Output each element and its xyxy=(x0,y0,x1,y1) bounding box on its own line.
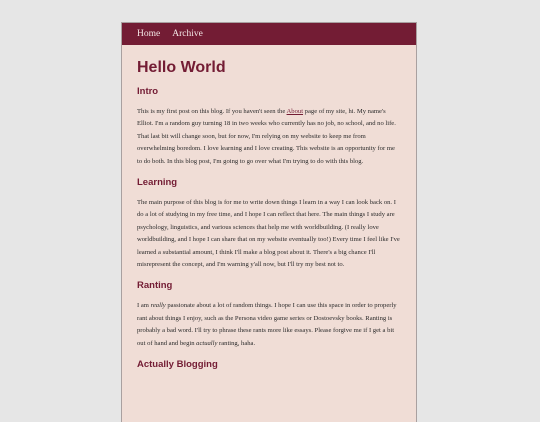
section-heading-ranting: Ranting xyxy=(137,280,173,292)
section-heading-learning: Learning xyxy=(137,177,178,189)
section-heading-actually-blogging: Actually Blogging xyxy=(137,359,218,371)
section-paragraph-intro: This is my first post on this blog. If you haven't seen the About page of my site, hi. My name's Elliot. I'm a random guy turning 18 in two weeks who currently has no job, no school, and no life. That last bit will change soon, but for now, I'm relying on my website to keep me from overwhelming boredom. I love learning and I love creating. This website is an opportunity for me to do both. In this blog post, I'm going to go over what I'm trying to do with this blog. xyxy=(137,108,396,165)
nav-home-link[interactable]: Home xyxy=(137,29,161,39)
nav-bar xyxy=(122,23,416,45)
about-link[interactable]: About xyxy=(286,108,304,115)
blog-page xyxy=(121,22,417,422)
nav-archive-link[interactable]: Archive xyxy=(172,29,203,39)
post-content xyxy=(122,45,416,370)
section-heading-intro: Intro xyxy=(137,86,159,97)
post-title: Hello World xyxy=(137,59,226,76)
section-paragraph-learning: The main purpose of this blog is for me to write down things I learn in a way I can look back on. I do a lot of studying in my free time, and I hope I can reflect that here. The main things I study are psychology, linguistics, and various sciences that help me with worldbuilding. (I really love worldbuilding, and I hope I can share that on my website eventually too!) Every time I feel like I've learned a substantial amount, I think I'll make a blog post about it. There's a big chance I'll misrepresent the concept, and I'm warning y'all now, but I'll try my best not to. xyxy=(137,199,400,269)
section-paragraph-ranting: I am really passionate about a lot of random things. I hope I can use this space in order to properly rant about things I enjoy, such as the Persona video game series or Dostoevsky books. Ranting is probably a bad word. I'll try to phrase these rants more like essays. Please forgive me if I get a bit out of hand and begin actually ranting, haha. xyxy=(137,302,397,347)
